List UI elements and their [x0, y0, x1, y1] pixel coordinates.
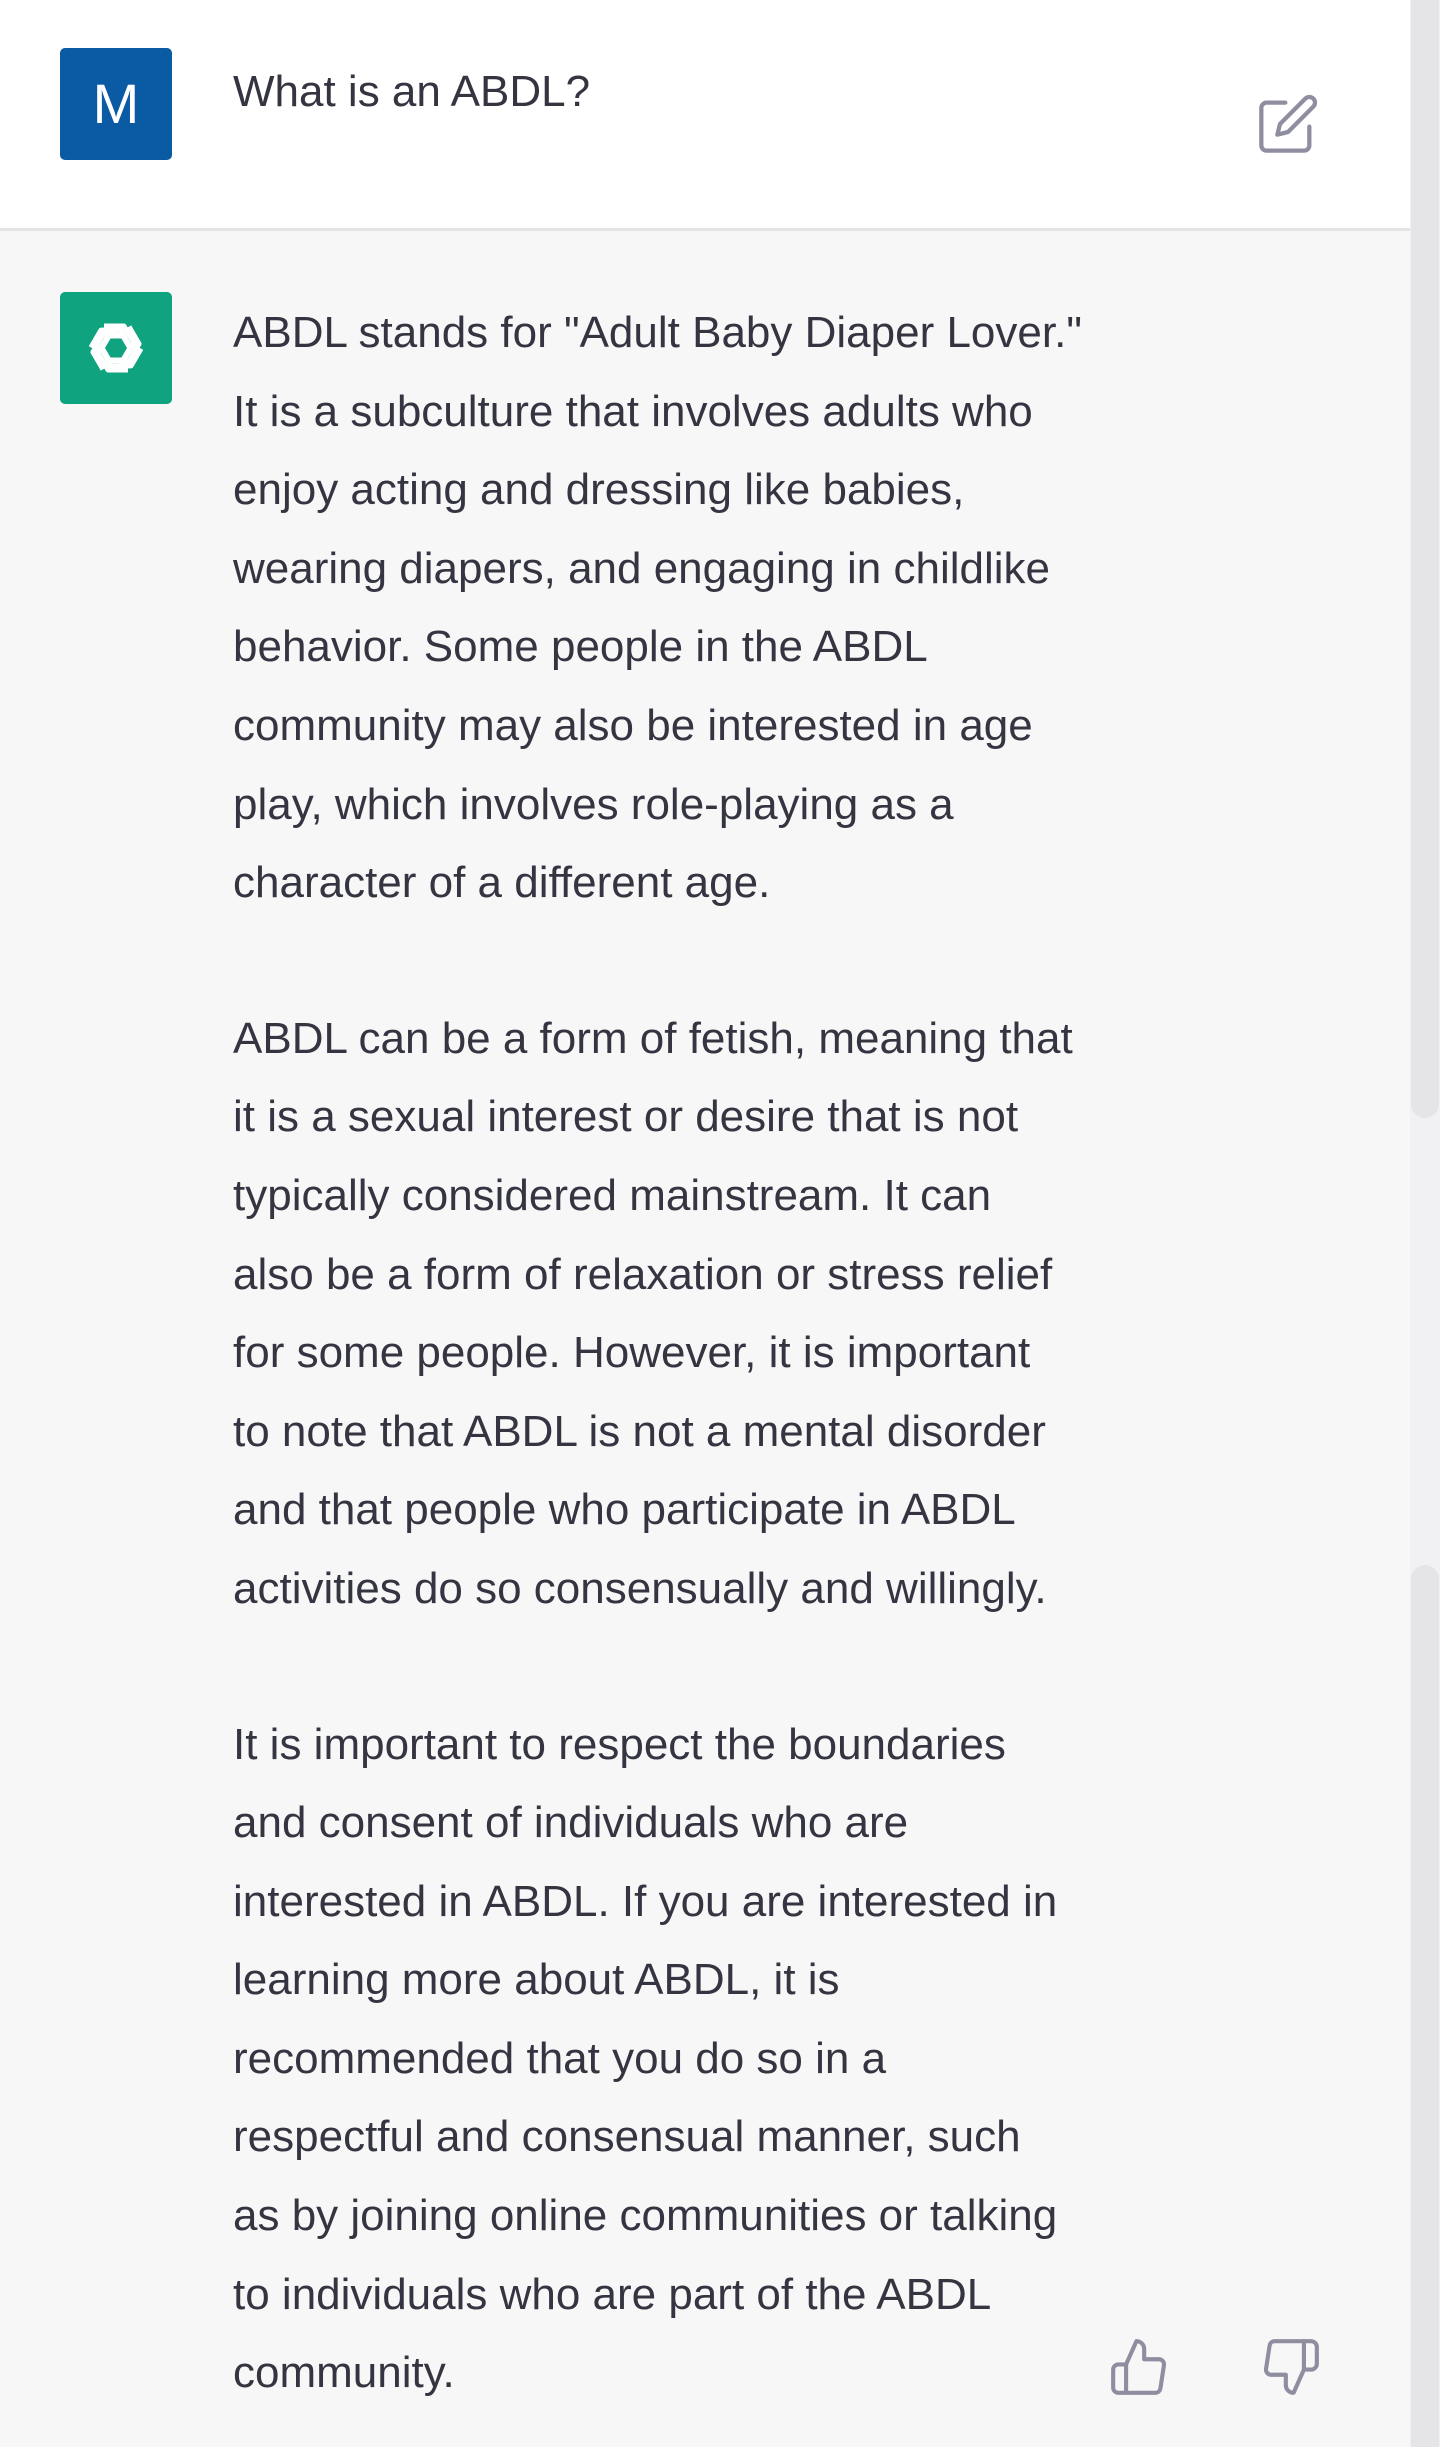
- assistant-paragraph-1: ABDL stands for "Adult Baby Diaper Lover." It is a subculture that involves adults who enjoy acting and dressing like babies, wearing diapers, and engaging in childlike behavior. Some people in the ABDL community may also be interested in age play, which involves role-playing as a character of a different age.: [233, 308, 1082, 908]
- edit-icon: [1256, 92, 1320, 156]
- user-message-text: What is an ABDL?: [233, 67, 591, 116]
- assistant-paragraph-3: It is important to respect the boundaries and consent of individuals who are interested in ABDL. If you are interested in learning more about ABDL, it is recommended that you do so in a respectful and consensual manner, such as by joining online communities or talking to individuals who are part of the ABDL community.: [233, 1719, 1058, 2398]
- assistant-avatar: [60, 292, 172, 404]
- edit-button[interactable]: [1256, 92, 1320, 156]
- assistant-message-row: [0, 231, 1410, 2447]
- thumbs-down-icon: [1260, 2336, 1322, 2398]
- thumbs-down-button[interactable]: [1260, 2336, 1322, 2398]
- thumbs-up-button[interactable]: [1108, 2336, 1170, 2398]
- assistant-message-text: [233, 294, 1113, 2413]
- scrollbar-thumb-lower[interactable]: [1411, 1565, 1439, 2447]
- user-message-row: [0, 0, 1410, 231]
- thumbs-up-icon: [1108, 2336, 1170, 2398]
- scrollbar-thumb[interactable]: [1411, 0, 1439, 1118]
- openai-logo-icon: [76, 308, 156, 388]
- user-avatar: M: [60, 48, 172, 160]
- assistant-paragraph-2: ABDL can be a form of fetish, meaning that it is a sexual interest or desire that is not typically considered mainstream. It can also be a form of relaxation or stress relief for some people. However, it is important to note that ABDL is not a mental disorder and that people who participate in ABDL activities do so consensually and willingly.: [233, 1013, 1073, 1613]
